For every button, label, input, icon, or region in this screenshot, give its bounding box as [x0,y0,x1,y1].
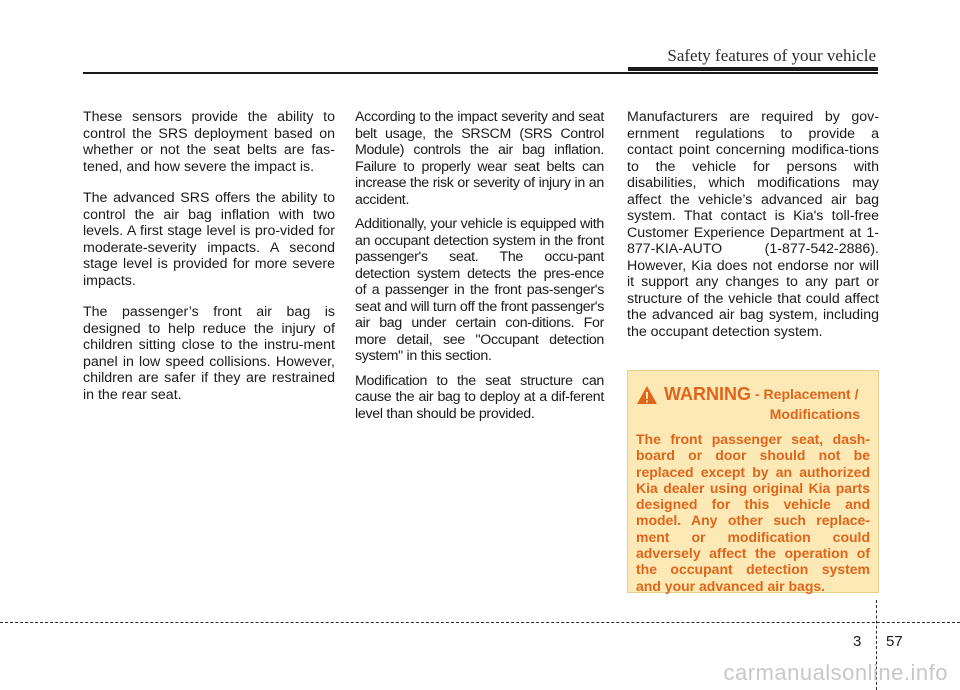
paragraph: The passenger’s front air bag is designed to help reduce the injury of children sitting close to the instru-ment panel in low speed collisions. However, children are safer if they are restrained in the rear seat. [83,304,335,403]
text-column-2 [355,109,604,430]
paragraph: Modification to the seat structure can cause the air bag to deploy at a dif-ferent level than should be provided. [355,372,604,422]
header-rule [83,72,878,74]
page-header-title: Safety features of your vehicle [667,46,876,65]
text-column-3 [627,109,879,355]
warning-text: The front passenger seat, dash-board or door should not be replaced except by an authorized Kia dealer using original Kia parts designed for this vehicle and model. Any other such replace-ment or modification could adversely affect the operation of the occupant detection system and your advanced air bags. [636,431,870,594]
paragraph: According to the impact severity and seat belt usage, the SRSCM (SRS Control Module) controls the air bag inflation. Failure to properly wear seat belts can increase the risk or severity of injury in an accident. [355,109,604,208]
chapter-number: 3 [853,633,862,650]
warning-header [636,383,870,405]
paragraph: The advanced SRS offers the ability to control the air bag inflation with two levels. A first stage level is pro-vided for moderate-severity impacts. A second stage level is provided for more severe impacts. [83,190,335,289]
paragraph: Additionally, your vehicle is equipped with an occupant detection system in the front passenger's seat. The occu-pant detection system detects the pres-ence of a passenger in the front pas-senger's seat and will turn off the front passenger's air bag under certain con-ditions. For more detail, see "Occupant detection system" in this section. [355,216,604,364]
warning-box [627,370,879,593]
paragraph: These sensors provide the ability to control the SRS deployment based on whether or not the seat belts are fas-tened, and how severe the impact is. [83,109,335,175]
warning-subtitle: - Replacement / [755,386,859,402]
watermark: carmanualsonline.info [723,660,948,685]
text-column-1 [83,109,335,418]
warning-heading: WARNING [664,384,751,404]
page-number: 57 [886,633,903,650]
footer-rule [0,622,960,623]
header-rule-accent [628,67,878,71]
warning-triangle-icon [636,385,658,405]
paragraph: Manufacturers are required by gov-ernment regulations to provide a contact point concerning modifica-tions to the vehicle for persons with disabilities, which modifications may affect the vehicle’s advanced air bag system. That contact is Kia's toll-free Customer Experience Department at 1-877-KIA-AUTO (1-877-542-2886). However, Kia does not endorse nor will it support any changes to any part or structure of the vehicle that could affect the advanced air bag system, including the occupant detection system. [627,109,879,340]
warning-subtitle-2: Modifications [769,406,860,422]
